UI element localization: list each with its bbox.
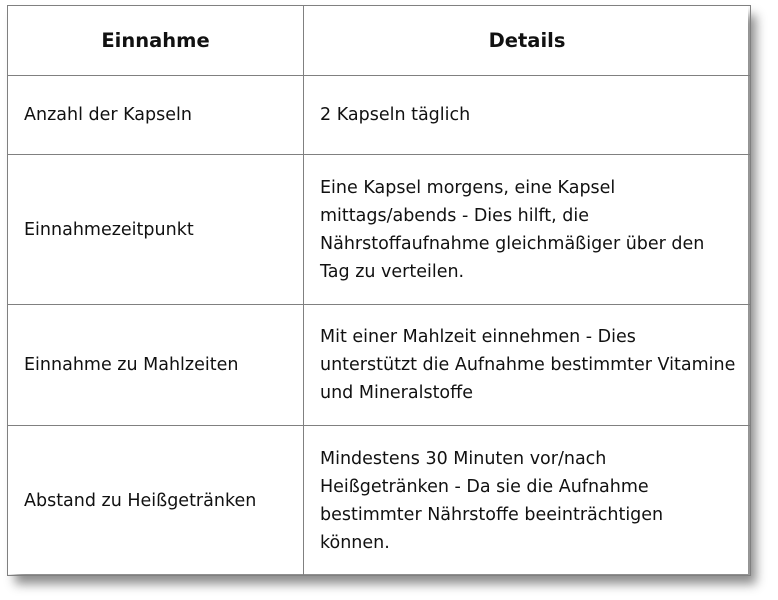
column-header-details: Details [304,6,751,76]
row-detail: 2 Kapseln täglich [304,76,751,155]
table-row [8,155,751,305]
intake-table [7,5,751,576]
row-detail: Eine Kapsel morgens, eine Kapsel mittags/abends - Dies hilft, die Nährstoffaufnahme gleichmäßiger über den Tag zu verteilen. [304,155,751,305]
row-label: Einnahmezeitpunkt [8,155,304,305]
row-detail: Mindestens 30 Minuten vor/nach Heißgetränken - Da sie die Aufnahme bestimmter Nährstoffe beeinträchtigen können. [304,426,751,576]
row-label: Anzahl der Kapseln [8,76,304,155]
row-label: Einnahme zu Mahlzeiten [8,304,304,425]
row-label: Abstand zu Heißgetränken [8,426,304,576]
table-row [8,426,751,576]
table-header-row [8,6,751,76]
table-row [8,76,751,155]
intake-table-card [7,5,748,574]
row-detail: Mit einer Mahlzeit einnehmen - Dies unterstützt die Aufnahme bestimmter Vitamine und Mineralstoffe [304,304,751,425]
table-row [8,304,751,425]
column-header-einnahme: Einnahme [8,6,304,76]
